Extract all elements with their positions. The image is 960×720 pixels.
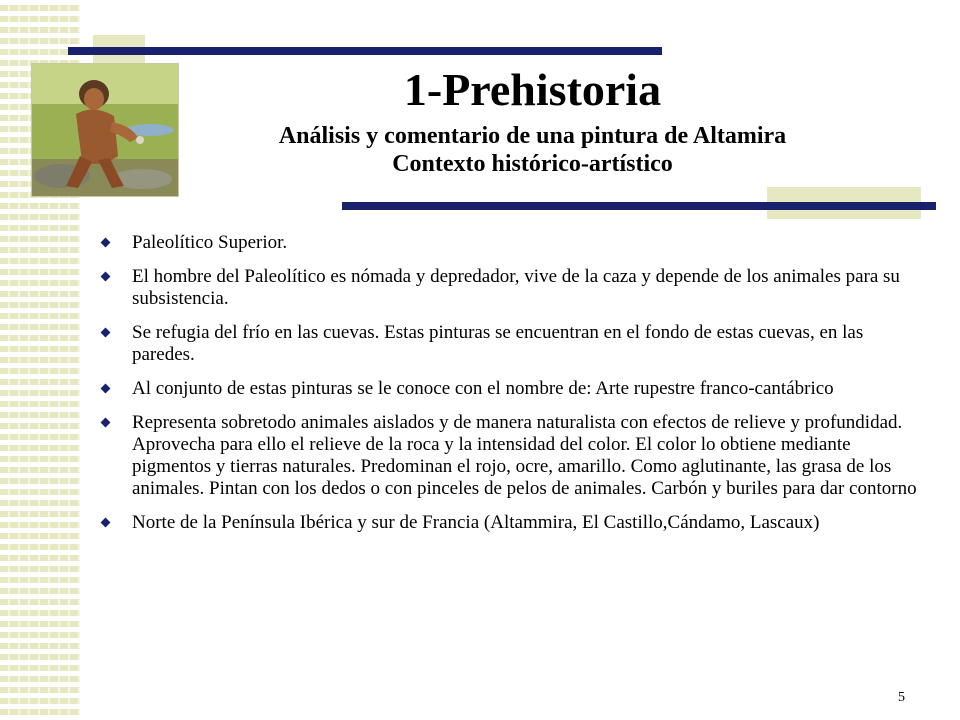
- bullet-text: El hombre del Paleolítico es nómada y depredador, vive de la caza y depende de los animales para su subsistencia.: [132, 266, 900, 309]
- diamond-bullet-icon: [101, 238, 111, 248]
- diamond-bullet-icon: [101, 384, 111, 394]
- title-rule-bottom: [342, 202, 936, 210]
- bullet-text: Representa sobretodo animales aislados y de manera naturalista con efectos de relieve y profundidad. Aprovecha para ello el relieve de la roca y la intensidad del color. El color lo obtiene mediante pigmentos y tierras naturales. Predominan el rojo, ocre, amarillo. Como aglutinante, las grasa de los animales. Pintan con los dedos o con pinceles de pelos de animales. Carbón y buriles para dar contorno: [132, 412, 917, 499]
- subtitle-line-1: Análisis y comentario de una pintura de Altamira: [278, 123, 787, 149]
- diamond-bullet-icon: [101, 518, 111, 528]
- subtitle-line-2: Contexto histórico-artístico: [392, 151, 673, 177]
- bullet-item: [96, 266, 926, 310]
- prehistoric-man-illustration: [31, 63, 179, 197]
- bullet-text: Norte de la Península Ibérica y sur de Francia (Altammira, El Castillo,Cándamo, Lascaux): [132, 512, 820, 533]
- bullet-item: [96, 412, 926, 500]
- title-rule-top: [68, 47, 662, 55]
- diamond-bullet-icon: [101, 272, 111, 282]
- bullet-text: Se refugia del frío en las cuevas. Estas pinturas se encuentran en el fondo de estas cuevas, en las paredes.: [132, 322, 864, 365]
- diamond-bullet-icon: [101, 418, 111, 428]
- bullet-item: [96, 232, 926, 254]
- page-number: 5: [898, 690, 905, 705]
- prehistoric-man-drawing: [32, 64, 178, 196]
- bullet-item: [96, 512, 926, 534]
- bullet-text: Paleolítico Superior.: [132, 232, 288, 253]
- slide-subtitle: [180, 122, 885, 178]
- slide-title: 1-Prehistoria: [403, 64, 662, 115]
- bullet-item: [96, 322, 926, 366]
- diamond-bullet-icon: [101, 328, 111, 338]
- bullet-item: [96, 378, 926, 400]
- bullet-list: [96, 232, 926, 546]
- bullet-text: Al conjunto de estas pinturas se le conoce con el nombre de: Arte rupestre franco-cantábrico: [132, 378, 834, 399]
